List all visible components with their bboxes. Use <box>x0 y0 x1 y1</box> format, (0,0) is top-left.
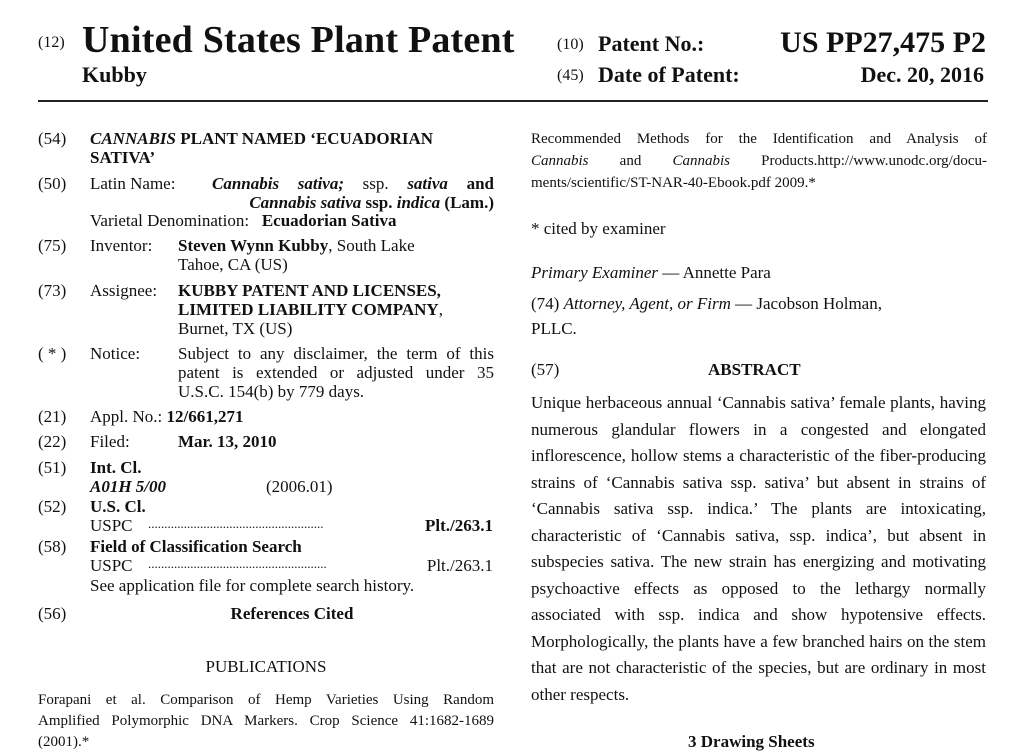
latin-name-value: Cannabis sativa; ssp. sativa and Cannabis sativa ssp. indica (Lam.) <box>212 174 494 212</box>
publication-unodc: Recommended Methods for the Identification and Analysis of Cannabis and Cannabis Products.http://www.unodc.org/docu- ments/scientific/ST-NAR-40-Ebook.pdf 2009.* <box>531 131 987 191</box>
patent-no-label: Patent No.: <box>598 31 705 56</box>
abstract-text: Unique herbaceous annual ‘Cannabis sativa’ female plants, having numerous glandular flowers in a congested and elongated inflorescence, hollow stems a characteristic of the fiber-producing strains of ‘Cannabis sativa ssp. sativa’ but absent in strains of ‘Cannabis sativa ssp. indica.’ The plants are intoxicating, characteristic of ‘Cannabis sativa, ssp. indica’, but absent in subspecies sativa. The new strain has energizing and motivating psychoactive effects as opposed to the lethargy normally associated with ssp. indica and show hypotensive effects. Morphologically, the plants have a few branched hairs on the stem that are not characteristic of the species, but are ordinary in most other respects. <box>531 393 986 704</box>
publication-forapani: Forapani et al. Comparison of Hemp Varieties Using Random Amplified Polymorphic DNA Markers. Crop Science 41:1682-1689 (2001).* <box>38 692 494 750</box>
uscl-leader: ...................................................... <box>148 516 324 531</box>
patent-type-title: United States Plant Patent <box>82 19 515 61</box>
appl-code: (21) <box>38 407 67 426</box>
intcl-version: (2006.01) <box>266 477 333 496</box>
patent-no-code: (10) <box>557 36 584 53</box>
uscl-uspc: USPC <box>90 516 133 535</box>
intcl-label: Int. Cl. <box>90 458 142 477</box>
filed-code: (22) <box>38 432 67 451</box>
attorney-agent-firm: (74) Attorney, Agent, or Firm — Jacobson Holman, PLLC. <box>531 294 882 338</box>
primary-examiner: Primary Examiner — Annette Para <box>531 263 771 282</box>
patent-title: CANNABIS PLANT NAMED ‘ECUADORIAN SATIVA’ <box>90 129 434 167</box>
filed-label: Filed: <box>90 432 130 451</box>
cited-by-examiner: * cited by examiner <box>531 219 666 238</box>
date-code: (45) <box>557 67 584 84</box>
field-search-note: See application file for complete search history. <box>90 576 415 595</box>
field-search-uspc: USPC <box>90 556 133 575</box>
uscl-label: U.S. Cl. <box>90 497 146 516</box>
abstract-code: (57) <box>531 360 560 379</box>
notice-code: ( * ) <box>38 344 67 363</box>
intcl-class: A01H 5/00 <box>90 477 167 496</box>
intcl-code: (51) <box>38 458 67 477</box>
patent-type-code: (12) <box>38 34 65 51</box>
field-search-code: (58) <box>38 537 67 556</box>
abstract-heading: ABSTRACT <box>708 360 801 379</box>
assignee-code: (73) <box>38 281 67 300</box>
notice-value: Subject to any disclaimer, the term of this patent is extended or adjusted under 35 U.S.C. 154(b) by 779 days. <box>178 344 494 401</box>
drawing-sheets: 3 Drawing Sheets <box>688 732 815 751</box>
publications-heading: PUBLICATIONS <box>205 657 327 676</box>
inventor-label: Inventor: <box>90 236 153 255</box>
latin-label: Latin Name: <box>90 174 176 193</box>
refs-code: (56) <box>38 604 67 623</box>
header-rule <box>38 100 988 102</box>
field-search-value: Plt./263.1 <box>426 556 493 575</box>
inventor-code: (75) <box>38 236 67 255</box>
latin-code: (50) <box>38 174 67 193</box>
title-code: (54) <box>38 129 67 148</box>
patent-number: US PP27,475 P2 <box>780 26 986 59</box>
varietal-denomination: Varietal Denomination: Ecuadorian Sativa <box>90 211 397 230</box>
inventor-surname: Kubby <box>82 62 147 87</box>
field-search-leader: ....................................................... <box>148 556 327 571</box>
inventor-value: Steven Wynn Kubby, South Lake Tahoe, CA (US) <box>178 236 415 274</box>
filed-value: Mar. 13, 2010 <box>178 432 277 451</box>
references-cited-heading: References Cited <box>230 604 354 623</box>
appl-field: Appl. No.: 12/661,271 <box>90 407 244 426</box>
uscl-code: (52) <box>38 497 67 516</box>
field-search-label: Field of Classification Search <box>90 537 302 556</box>
date-label: Date of Patent: <box>598 62 740 87</box>
uscl-value: Plt./263.1 <box>425 516 493 535</box>
assignee-value: KUBBY PATENT AND LICENSES, LIMITED LIABILITY COMPANY, Burnet, TX (US) <box>178 281 443 338</box>
assignee-label: Assignee: <box>90 281 158 300</box>
date-of-patent: Dec. 20, 2016 <box>860 62 984 87</box>
notice-label: Notice: <box>90 344 141 363</box>
